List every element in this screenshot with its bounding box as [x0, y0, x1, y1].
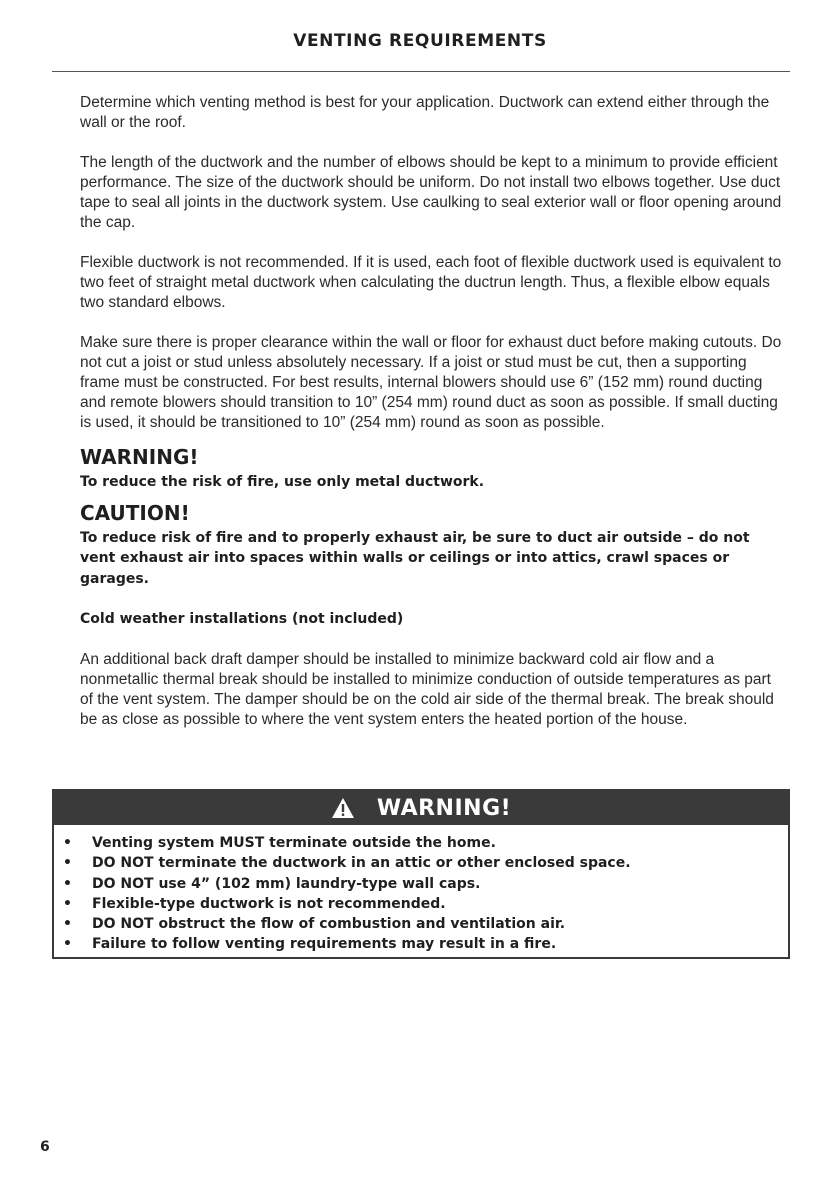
header-divider — [52, 71, 790, 72]
warning-box-title: WARNING! — [376, 795, 512, 821]
bullet: • — [63, 875, 72, 892]
paragraph-cold-weather: An additional back draft damper should be installed to minimize backward cold air flow and a nonmetallic thermal break should be installed to minimize conduction of outside temperatures as part of the vent system. The damper should be on the cold air side of the thermal break. The break should be as close as possible to where the vent system enters the heated portion of the house. — [80, 650, 774, 728]
page-title: VENTING REQUIREMENTS — [293, 31, 547, 51]
caution-text: To reduce risk of fire and to properly exhaust air, be sure to duct air outside – do not vent exhaust air into spaces within walls or ceilings or into attics, crawl spaces or garages. — [80, 529, 750, 587]
list-item: • Venting system MUST terminate outside the home. — [54, 833, 788, 853]
cold-weather-heading: Cold weather installations (not included) — [80, 611, 404, 627]
list-item: • Flexible-type ductwork is not recommended. — [54, 894, 788, 914]
main-content — [80, 93, 784, 750]
bullet: • — [63, 895, 72, 912]
caution-heading: CAUTION! — [80, 500, 190, 525]
warning-text: To reduce the risk of fire, use only metal ductwork. — [80, 474, 485, 490]
paragraph-venting-method: Determine which venting method is best for your application. Ductwork can extend either through the wall or the roof. — [80, 94, 770, 131]
bullet: • — [63, 936, 72, 953]
list-item: • DO NOT use 4” (102 mm) laundry-type wall caps. — [54, 874, 788, 894]
paragraph-ductwork-length: The length of the ductwork and the number of elbows should be kept to a minimum to provide efficient performance. The size of the ductwork should be uniform. Do not install two elbows together. Use duct tape to seal all joints in the ductwork system. Use caulking to seal exterior wall or floor opening around the cap. — [80, 154, 782, 231]
warning-list — [54, 833, 788, 955]
list-item: • Failure to follow venting requirements may result in a fire. — [54, 934, 788, 954]
list-item: • DO NOT terminate the ductwork in an attic or other enclosed space. — [54, 853, 788, 873]
bullet: • — [63, 835, 72, 851]
list-item: • DO NOT obstruct the flow of combustion and ventilation air. — [54, 914, 788, 934]
warning-triangle-icon — [331, 797, 355, 819]
paragraph-flexible-ductwork: Flexible ductwork is not recommended. If it is used, each foot of flexible ductwork used is equivalent to two feet of straight metal ductwork when calculating the ductrun length. Thus, a flexible elbow equals two standard elbows. — [80, 254, 782, 311]
paragraph-clearance: Make sure there is proper clearance within the wall or floor for exhaust duct before making cutouts. Do not cut a joist or stud unless absolutely necessary. If a joist or stud must be cut, then a supporting frame must be constructed. For best results, internal blowers should use 6” (152 mm) round ducting and remote blowers should transition to 10” (254 mm) round duct as soon as possible. If small ducting is used, it should be transitioned to 10” (254 mm) round as soon as possible. — [80, 334, 782, 431]
warning-box — [52, 789, 790, 959]
page-number: 6 — [40, 1139, 50, 1155]
warning-heading: WARNING! — [80, 445, 199, 469]
bullet: • — [63, 916, 72, 933]
warning-box-header — [54, 791, 788, 825]
bullet: • — [63, 855, 72, 872]
